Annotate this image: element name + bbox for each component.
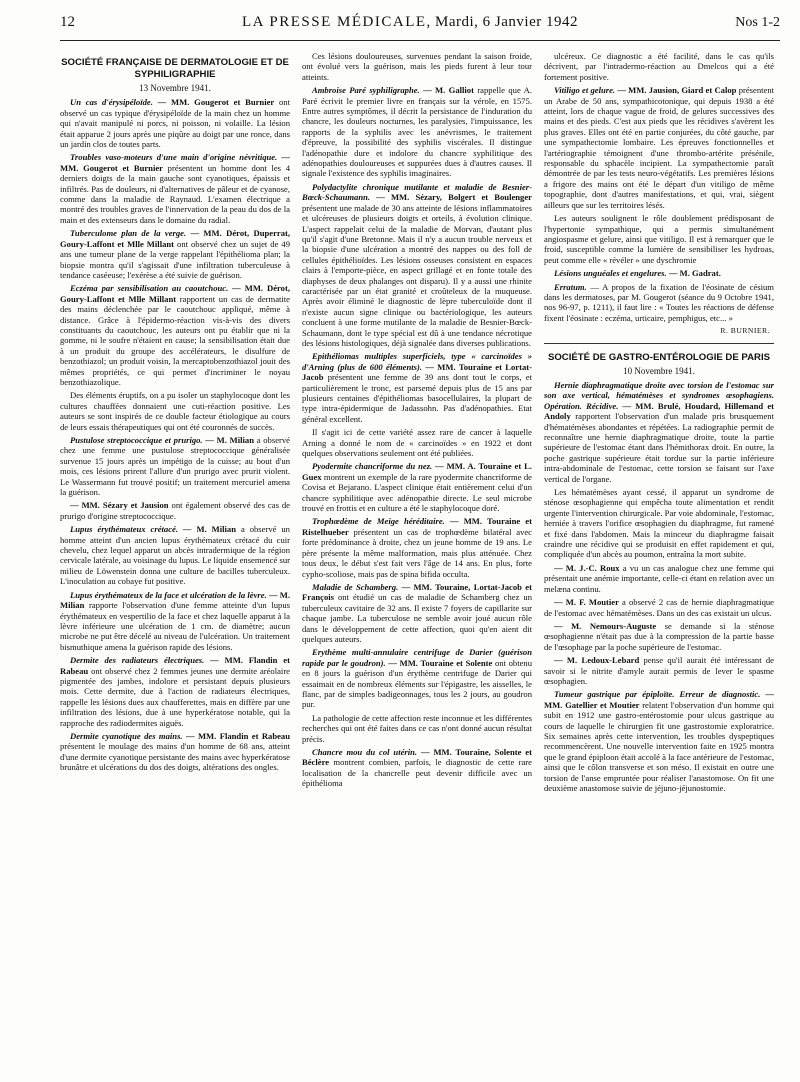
article-paragraph xyxy=(544,282,774,324)
article-title: Polydactylite chronique mutilante et maladie de Besnier-Bœck-Schaumann. xyxy=(302,181,532,203)
column-3 xyxy=(544,51,774,1081)
article-text: Les auteurs soulignent le rôle doublement prédisposant de l'hypertonie sympathique, qui a permis simultanément angiospasme et gelure, ainsi que vitiligo. Il est à remarquer que le froid, susceptible comme la lumière de sensibiliser les hydroas, peut comme elle « révéler » une dyschromie xyxy=(544,213,774,265)
article-text: Ces lésions douloureuses, survenues pendant la saison froide, ont évolué vers la guérison, mais les pieds furent à leur tour atteints. xyxy=(302,51,532,82)
article-title: Vitiligo et gelure. xyxy=(554,85,616,96)
article-paragraph xyxy=(302,747,532,789)
article-authors: — MM. Gougerot et Burnier xyxy=(60,152,290,173)
column-3-items-2 xyxy=(544,380,774,793)
article-text: La pathologie de cette affection reste inconnue et les différentes recherches qui ont été faites dans ce cas n'ont donné aucun résultat précis. xyxy=(302,712,532,744)
article-text: présentent un homme dont les 4 derniers doigts de la main gauche sont cyanotiques, épaissis et infiltrés. Pas de douleurs, ni d'alternatives de pâleur et de cyanose, comme dans la maladie de Raynaud. L'examen électrique a montré des troubles graves de l'innervation de la peau du dos de la main et des extenseurs dans le domaine du radial. xyxy=(60,162,290,225)
article-paragraph xyxy=(544,655,774,686)
article-paragraph xyxy=(302,351,532,424)
article-authors: — MM. Dérot, Duperrat, Goury-Laffont et Mlle Millant xyxy=(60,228,290,249)
article-text: rapportent un cas de dermatite des mains déclenchée par le caoutchouc appliqué, même à distance. Grâce à l'épidermo-réaction vis-à-vis des divers constituants du caoutchouc, les auteurs ont pu établir que ni la gomme, ni le soufre n'étaient en cause; la sensibilisation était due à un produit du groupe des accélérateurs, le disulfure de benzothiazol; un produit voisin, la mercaptobenzothiazol jouit des mêmes propriétés, ce qui permet d'incriminer le noyau benzothiazolique. xyxy=(60,293,290,387)
article-text: ont étudié un cas de maladie de Schamberg chez un tuberculeux cavitaire de 32 ans. Il existe 7 foyers de capillarite sur chaque jambe. La tuberculose ne semble avoir joué aucun rôle dans le développement de cette affection, quoi qu'en aient dit quelques auteurs. xyxy=(302,592,532,644)
article-title: Tuberculome plan de la verge. xyxy=(70,228,187,239)
article-text: rappelle que A. Paré écrivit le premier livre en français sur la vérole, en 1575. Entre autres symptômes, il décrit la persistance de l'induration du chancre, les douleurs nocturnes, les paralysies, l'impuissance, les rapports de la syphilis avec les anévrismes, le traitement d'épreuve, la possibilité des syphilis viscérales. Il distingue l'adénopathie dure et indolore du chancre syphilitique des adénopathies douloureuses et suppurées dues à d'autres causes. Il signale l'existence des syphilis imaginaires. xyxy=(302,85,532,179)
column-1-items xyxy=(60,97,290,772)
article-paragraph xyxy=(302,713,532,744)
article-paragraph xyxy=(302,647,532,709)
article-title: Tumeur gastrique par épiploïte. Erreur de diagnostic. xyxy=(554,689,761,700)
article-title: Lupus érythémateux crétacé. xyxy=(70,524,178,535)
article-authors: — M. Ledoux-Lebard xyxy=(554,655,640,666)
article-paragraph xyxy=(60,152,290,225)
article-columns xyxy=(60,51,780,1081)
session-date: 13 Novembre 1941. xyxy=(139,83,211,93)
article-text: — A propos de la fixation de l'éosinate de césium dans les dermatoses, par M. Gougerot (séance du 9 Octobre 1941, nos 96-97, p. 1211), il faut lire : « Toutes les réactions de défense fixent l'éosinate : eczéma, urticaire, pemphigus, etc... » xyxy=(544,281,774,323)
article-authors: — M. Milian xyxy=(177,524,237,535)
article-text: présentent un cas de trophœdème bilatéral avec forte prédominance à droite, chez un jeune homme de 19 ans. Le père présente la même malformation, mais plus atténuée. Chez tous deux, le début s'est fait vers l'âge de 14 ans. En plus, forte cypho-scoliose, mais pas de spina bifida occulta. xyxy=(302,526,532,579)
section-divider xyxy=(544,343,774,344)
article-title: Chancre mou du col utérin. xyxy=(312,747,418,757)
page-header xyxy=(60,14,780,41)
article-authors: — M. Milian xyxy=(60,589,290,611)
article-authors: — M. F. Moutier xyxy=(554,597,619,608)
article-paragraph xyxy=(544,380,774,484)
article-text: rapportent l'observation d'un malade pris brusquement d'hématémèses abondantes et répétées. La radiographie permit de reconnaître une hernie diaphragmatique droite, toute la partie supérieure de l'estomac étant dans l'hémithorax droit. En outre, la poche gastrique supérieure était tordue sur la partie inférieure intra-abdominale de l'estomac, cette torsion se faisant sur l'axe vertical de l'organe. xyxy=(544,411,774,484)
article-title: Ambroise Paré syphiligraphe. xyxy=(312,85,420,96)
article-authors: — MM. Touraine et Lortat-Jacob xyxy=(302,361,532,383)
article-paragraph xyxy=(544,51,774,82)
article-text: ont observé un cas typique d'érysipéloïde de la main chez un homme qui n'avait manipulé ni porcs, ni poisson, ni volaille. La lésion était apparue 2 jours après une piqûre au doigt par une ronce, dans un jardin clos de toutes parts. xyxy=(60,97,290,150)
article-paragraph xyxy=(544,268,774,278)
article-title: Pyodermite chancriforme du nez. xyxy=(312,461,433,472)
article-text: a vu un cas analogue chez une femme qui présentait une anémie importante, celle-ci étant en relation avec un melæna continu. xyxy=(544,562,774,594)
article-text: présentent un Arabe de 50 ans, sympathicotonique, qui depuis 1938 a été atteint, lors de chaque vague de froid, de gelures successives des mains et des pieds. C'est aux pieds que les récidives s'avèrent les plus graves. Elles ont été en partie conjurées, du côté gauche, par une sympathectomie lombaire. Les épreuves fonctionnelles et l'artériographie témoignent d'une thrombo-artérite présénile, responsable du sphacèle incipient. La sympathectomie paraît démontrée de par les tests neuro-végétatifs. Les premières lésions a frigore des mains ont été le départ d'un vitiligo de même topographie, dont d'autres manifestations, et qui, vrai, siègent ailleurs que sur les territoires lésés. xyxy=(544,85,774,210)
article-authors: — MM. Touraine, Lortat-Jacob et François xyxy=(302,581,532,603)
article-title: Dermite cyanotique des mains. xyxy=(70,730,183,741)
article-authors: — MM. Jausion, Giard et Calop xyxy=(615,85,737,96)
column-2 xyxy=(302,51,532,1081)
article-text: pense qu'il aurait été intéressant de savoir si le nitrite d'amyle aurait permis de lever le spasme œsophagien. xyxy=(544,655,774,686)
article-text: présentent une femme de 39 ans dont tout le corps, et particulièrement le tronc, est parsemé depuis plus de 15 ans par plusieurs centaines d'épithéliomas basocellulaires, la plupart de type intra-épidermique de Jadassohn. Pas d'adénopathies. Etat général excellent. xyxy=(302,372,532,424)
article-authors: — MM. Touraine, Solente et Béclère xyxy=(302,747,532,768)
article-text: se demande si la sténose œsophagienne n'était pas due à la compression de la partie basse de l'œsophage par la poche supérieure de l'estomac. xyxy=(544,620,774,652)
article-authors: — M. Galliot xyxy=(419,85,474,96)
article-authors: — MM. Brulé, Houdard, Hillemand et Andoly xyxy=(544,400,774,422)
article-text: ont observé chez 2 femmes jeunes une dermite aréolaire pigmentée des jambes, indolore et persistant depuis plusieurs mois. Cette dermite, due à l'action de radiateurs électriques, rappelle les lésions dues aux chaufferettes, mais en diffère par une infiltration des lésions, due à une hyperkératose notable, qui la rapproche des radiodermites aiguës. xyxy=(60,665,290,728)
article-authors: — M. Milian xyxy=(202,435,254,445)
article-paragraph xyxy=(60,390,290,432)
article-text: présentent le moulage des mains d'un homme de 68 ans, atteint d'une dermite cyanotique persistante des mains avec hyperkératose brunâtre et ulcérations du dos des doigts, altérations des ongles. xyxy=(60,741,290,773)
article-paragraph xyxy=(302,516,532,578)
article-paragraph xyxy=(60,283,290,387)
article-authors: — MM. Dérot, Goury-Laffont et Mlle Millant xyxy=(60,283,290,304)
article-paragraph xyxy=(544,621,774,652)
column-1 xyxy=(60,51,290,1081)
article-paragraph xyxy=(60,731,290,773)
article-paragraph xyxy=(302,582,532,644)
article-paragraph xyxy=(302,461,532,513)
article-title: Un cas d'érysipéloïde. xyxy=(70,97,153,108)
article-title: Pustulose streptococcique et prurigo. xyxy=(70,435,203,445)
page-number: 12 xyxy=(60,14,75,30)
article-paragraph xyxy=(302,51,532,82)
column-2-items xyxy=(302,51,532,789)
society-heading-2: SOCIÉTÉ DE GASTRO-ENTÉROLOGIE DE PARIS xyxy=(547,351,771,363)
masthead: LA PRESSE MÉDICALE, Mardi, 6 Janvier 1942 xyxy=(242,14,578,30)
article-paragraph xyxy=(544,85,774,210)
article-paragraph xyxy=(60,590,290,652)
article-text: ulcéreux. Ce diagnostic a été facilité, dans le cas qu'ils décrivent, par l'intradermo-réaction au Dmelcos qui a été fortement positive. xyxy=(544,51,774,82)
article-text: montrent un exemple de la rare pyodermite chancriforme de Covisa et Bejarano. L'aspect clinique était entièrement celui d'un chancre syphilitique avec adénopathie directe. Le seul microbe trouvé en frottis et en culture a été le staphylocoque doré. xyxy=(302,471,532,514)
article-paragraph xyxy=(60,655,290,728)
session-date-2: 10 Novembre 1941. xyxy=(623,365,695,376)
article-text: Il s'agit ici de cette variété assez rare de cancer à laquelle Arning a donné le nom de « carcinoïdes » en 1922 et dont quelques observations seulement ont été publiées. xyxy=(302,427,532,459)
article-paragraph xyxy=(60,500,290,521)
article-title: Troubles vaso-moteurs d'une main d'origine névritique. xyxy=(70,152,278,163)
article-paragraph xyxy=(302,182,532,349)
article-paragraph xyxy=(60,97,290,149)
article-authors: — MM. Gougerot et Burnier xyxy=(152,97,275,108)
article-authors: — MM. Sézary et Jausion xyxy=(70,500,169,511)
article-authors: — MM. Touraine et Solente xyxy=(385,657,493,668)
article-title: Lésions unguéales et engelures. xyxy=(554,268,667,279)
article-paragraph xyxy=(302,85,532,179)
article-authors: — M. Gadrat. xyxy=(666,268,721,279)
article-text: a observé un homme atteint d'un ancien lupus érythémateux crétacé du cuir chevelu, chez lequel apparut un abcès intradermique de la région cervicale latérale, au voisinage du lupus. Le liquide ensemencé sur milieu de Löwenstein donna une culture de bacilles tuberculeux. L'inoculation au cobaye fut positive. xyxy=(60,524,290,587)
article-authors: — M. Nemours-Auguste xyxy=(554,620,657,631)
article-authors: — MM. Touraine et Ristelhueber xyxy=(302,516,532,537)
article-paragraph xyxy=(60,228,290,280)
article-authors: — MM. Sézary, Bolgert et Boulenger xyxy=(370,192,532,203)
article-paragraph xyxy=(544,487,774,560)
article-paragraph xyxy=(60,524,290,586)
article-paragraph xyxy=(544,597,774,618)
issue-date: Mardi, 6 Janvier 1942 xyxy=(435,14,578,30)
article-text: ont également observé des cas de prurigo d'origine streptococcique. xyxy=(60,500,290,521)
article-paragraph xyxy=(544,563,774,594)
article-title: Hernie diaphragmatique droite avec torsion de l'estomac sur son axe vertical, hématémèses et syndromes œsophagiens. Opération. Récidive. xyxy=(544,379,774,411)
article-text: Les hématémèses ayant cessé, il apparut un syndrome de sténose œsophagienne qui empêcha toute alimentation et rendit urgente l'intervention chirurgicale. Par voie abdominale, l'estomac, herniée à travers l'orifice œsophagien du diaphragme, fut ramené et fixé dans l'abdomen. Mais la minceur du diaphragme faisait craindre une récidive qui se produisit en effet rapidement et qui, compliquée d'un abcès au poumon, entraîna la mort subite. xyxy=(544,487,774,560)
article-title: Trophœdème de Meige héréditaire. xyxy=(312,516,445,527)
article-text: ont obtenu en 8 jours la guérison d'un érythème centrifuge de Darier qui essaimait en de nombreux éléments sur l'épigastre, les aisselles, le flanc, par de simples badigeonnages, tous les 2 jours, au goudron pur. xyxy=(302,657,532,710)
article-title: Maladie de Schamberg. xyxy=(312,581,399,592)
article-text: montrent combien, parfois, le diagnostic de cette rare localisation de la chancrelle peut devenir difficile avec un épithélioma xyxy=(302,757,532,789)
article-paragraph xyxy=(544,213,774,265)
article-text: relatent l'observation d'un homme qui subit en 1912 une gastro-entérostomie pour ulcus gastrique au cours de laquelle le chirurgien fit une gastrostomie exploratrice. Six semaines après cette intervention, les troubles dyspeptiques recommencèrent. Une nouvelle intervention faite en 1925 montra que le grand épiploon était accolé à la face antérieure de l'estomac, ainsi que le côlon transverse et son méso. Il existait en outre une torsion de l'anse empruntée pour réaliser l'anastomose. On fit une deuxième anastomose suivie de jéjuno-jéjunostomie. xyxy=(544,699,774,793)
article-text: rapporte l'observation d'une femme atteinte d'un lupus érythémateux en vespertilio de la face et chez laquelle apparut à la lèvre inférieure une ulcération de 1 cm. de diamètre; aucun microbe ne put être décelé au niveau de l'ulcération. Un traitement bismuthique amena la guérison rapide des lésions. xyxy=(60,600,290,652)
masthead-title: LA PRESSE MÉDICALE xyxy=(242,14,427,30)
article-title: Dermite des radiateurs électriques. xyxy=(70,655,205,666)
society-heading: SOCIÉTÉ FRANÇAISE DE DERMATOLOGIE ET DE SYPHILIGRAPHIE xyxy=(61,57,289,80)
article-authors: — M. J.-C. Roux xyxy=(554,562,620,573)
column-3-items xyxy=(544,51,774,323)
article-authors: — MM. Gatellier et Moutier xyxy=(544,689,774,710)
article-authors: — MM. Flandin et Rabeau xyxy=(60,655,290,676)
issue-number: Nos 1-2 xyxy=(735,15,780,30)
signature: R. BURNIER. xyxy=(720,326,770,336)
article-paragraph xyxy=(302,427,532,458)
article-title: Eczéma par sensibilisation au caoutchouc. xyxy=(70,283,229,294)
article-paragraph xyxy=(60,435,290,497)
article-title: Epithéliomas multiples superficiels, type « carcinoïdes » d'Arning (plus de 600 éléments). xyxy=(302,351,532,372)
article-text: présentent une malade de 30 ans atteinte de lésions inflammatoires et ulcéreuses de plusieurs doigts et orteils, à évolution clinique. L'aspect rappelait celui de la maladie de Morvan, d'autant plus qu'il s'agit d'une Bretonne. Mais il n'y a aucun trouble nerveux et la biopsie d'une ulcération a montré des nappes ou des foll de cellules épithélioïdes. Les lésions osseuses consistent en espaces clairs à l'emporte-pièce, en aspect grillagé et en fonte totale des diaphyses de deux phalanges ont disparu). Il y a aussi une rhinite caractérisée par un état granité et croûteleux de la muqueuse. Après avoir éliminé le diagnostic de lèpre tuberculoïde dont il n'existe aucun signe clinique ou bactériologique, les auteurs concluent à une forme mutilante de la maladie de Besnier-Bœck-Schaumann, dont le type spécial est dû à une tendance nécrotique des lésions histologiques, déjà signalée dans diverses publications. xyxy=(302,202,532,348)
article-title: Erythème multi-annulaire centrifuge de Darier (guérison rapide par le goudron). xyxy=(302,647,532,668)
article-title: Lupus érythémateux de la face et ulcération de la lèvre. xyxy=(70,589,267,600)
article-text: Des éléments éruptifs, on a pu isoler un staphylocoque dont les cultures chauffées donnaient une cuti-réaction positive. Les auteurs se sont inspirés de ce double facteur étiologique au cours de leurs essais thérapeutiques qui ont été couronnés de succès. xyxy=(60,390,290,432)
article-text: ont observé chez un sujet de 49 ans une tumeur plane de la verge rappelant l'épithélioma plan; la biopsie montra qu'il s'agissait d'une infiltration tuberculeuse à tendance caséeuse; l'exérèse a été suivie de guérison. xyxy=(60,238,290,280)
article-text: a observé chez une femme une pustulose streptococcique généralisée survenue 15 jours après un impétigo de la cuisse; au bout d'un mois, ces lésions prirent l'allure d'un prurigo avec prurit violent. Le Wassermann fut trouvé positif; un traitement mercuriel amena la guérison. xyxy=(60,435,290,498)
article-authors: — MM. Flandin et Rabeau xyxy=(182,730,290,741)
article-authors: — MM. A. Touraine et L. Guex xyxy=(302,461,532,482)
article-title: Erratum. xyxy=(554,281,587,292)
article-paragraph xyxy=(544,689,774,793)
article-text: a observé 2 cas de hernie diaphragmatique de l'estomac avec hématémèses. Dans un des cas existait un ulcus. xyxy=(544,597,774,618)
